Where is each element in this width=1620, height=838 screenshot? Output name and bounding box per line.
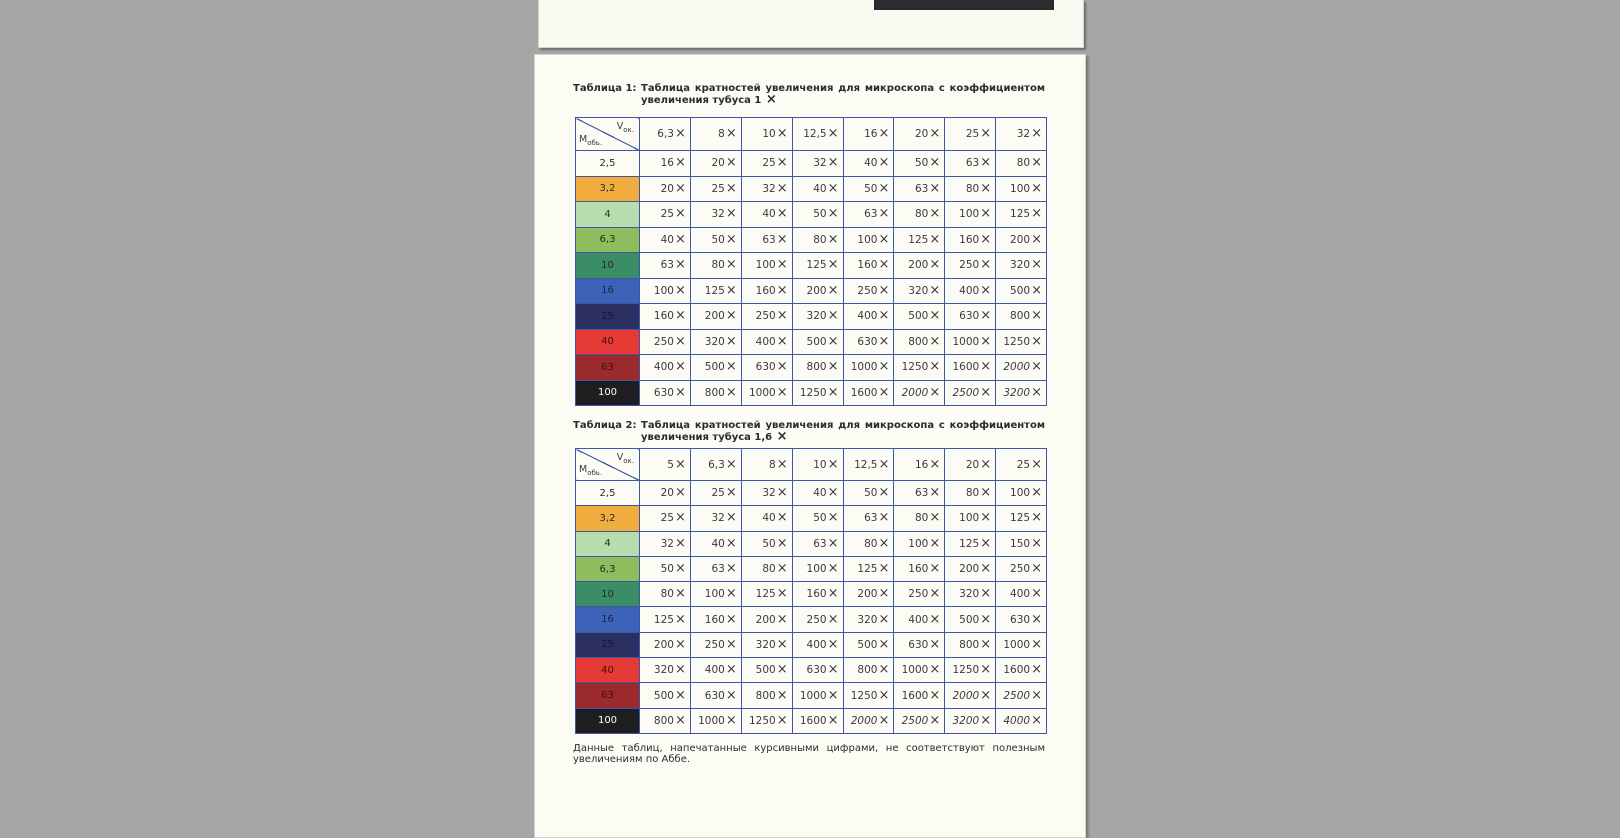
magnification-cell: 40× — [792, 481, 843, 506]
magnification-cell: 25× — [640, 202, 691, 228]
magnification-cell: 800× — [945, 632, 996, 657]
objective-cell: 3,2 — [576, 506, 640, 531]
magnification-cell: 80× — [690, 253, 741, 279]
magnification-cell: 16× — [640, 151, 691, 177]
magnification-cell: 3200× — [945, 708, 996, 733]
magnification-cell: 1600× — [843, 380, 894, 406]
magnification-cell: 125× — [640, 607, 691, 632]
magnification-cell: 320× — [690, 329, 741, 355]
objective-cell: 16 — [576, 278, 640, 304]
magnification-cell: 50× — [843, 176, 894, 202]
magnification-cell: 160× — [894, 556, 945, 581]
objective-cell: 2,5 — [576, 151, 640, 177]
magnification-cell: 250× — [741, 304, 792, 330]
eyepiece-column-header: 12,5× — [843, 449, 894, 481]
magnification-cell: 1250× — [945, 658, 996, 683]
table-row — [576, 202, 1047, 228]
table-row — [576, 582, 1047, 607]
objective-cell: 4 — [576, 531, 640, 556]
objective-cell: 10 — [576, 582, 640, 607]
magnification-cell: 80× — [996, 151, 1047, 177]
magnification-cell: 200× — [843, 582, 894, 607]
previous-page — [538, 0, 1084, 48]
magnification-cell: 100× — [741, 253, 792, 279]
magnification-cell: 800× — [996, 304, 1047, 330]
eyepiece-column-header: 8× — [690, 118, 741, 151]
magnification-cell: 20× — [640, 176, 691, 202]
magnification-cell: 160× — [640, 304, 691, 330]
magnification-cell: 125× — [894, 227, 945, 253]
magnification-cell: 63× — [792, 531, 843, 556]
magnification-cell: 50× — [640, 556, 691, 581]
magnification-cell: 25× — [741, 151, 792, 177]
magnification-cell: 800× — [894, 329, 945, 355]
magnification-cell: 40× — [843, 151, 894, 177]
magnification-cell: 630× — [690, 683, 741, 708]
objective-cell: 40 — [576, 658, 640, 683]
objective-cell: 100 — [576, 708, 640, 733]
table-row — [576, 708, 1047, 733]
magnification-cell: 100× — [996, 481, 1047, 506]
magnification-cell: 1250× — [792, 380, 843, 406]
magnification-cell: 100× — [996, 176, 1047, 202]
magnification-cell: 1000× — [690, 708, 741, 733]
magnification-cell: 2000× — [996, 355, 1047, 381]
magnification-cell: 500× — [843, 632, 894, 657]
magnification-cell: 630× — [640, 380, 691, 406]
table-row — [576, 176, 1047, 202]
table-row — [576, 304, 1047, 330]
magnification-cell: 2000× — [945, 683, 996, 708]
magnification-cell: 630× — [996, 607, 1047, 632]
eyepiece-column-header: 20× — [894, 118, 945, 151]
magnification-cell: 125× — [996, 506, 1047, 531]
magnification-cell: 25× — [640, 506, 691, 531]
magnification-cell: 100× — [843, 227, 894, 253]
table-row — [576, 329, 1047, 355]
magnification-cell: 125× — [843, 556, 894, 581]
magnification-cell: 2500× — [945, 380, 996, 406]
table-row — [576, 607, 1047, 632]
magnification-cell: 125× — [792, 253, 843, 279]
objective-cell: 3,2 — [576, 176, 640, 202]
magnification-cell: 32× — [792, 151, 843, 177]
magnification-cell: 2000× — [894, 380, 945, 406]
eyepiece-column-header: 16× — [843, 118, 894, 151]
magnification-cell: 250× — [996, 556, 1047, 581]
magnification-cell: 320× — [996, 253, 1047, 279]
table-row — [576, 227, 1047, 253]
table-1-caption — [573, 83, 1045, 107]
magnification-cell: 800× — [843, 658, 894, 683]
magnification-cell: 100× — [945, 202, 996, 228]
magnification-table-1 — [575, 117, 1047, 406]
header-row — [576, 118, 1047, 151]
magnification-cell: 400× — [741, 329, 792, 355]
eyepiece-header: $V_{ок.}$ — [616, 452, 634, 465]
magnification-cell: 63× — [894, 176, 945, 202]
magnification-cell: 1000× — [945, 329, 996, 355]
eyepiece-column-header: 20× — [945, 449, 996, 481]
objective-cell: 10 — [576, 253, 640, 279]
magnification-cell: 20× — [690, 151, 741, 177]
magnification-cell: 160× — [843, 253, 894, 279]
magnification-cell: 800× — [640, 708, 691, 733]
eyepiece-column-header: 25× — [996, 449, 1047, 481]
table-row — [576, 481, 1047, 506]
magnification-cell: 200× — [996, 227, 1047, 253]
magnification-cell: 125× — [741, 582, 792, 607]
magnification-cell: 1250× — [894, 355, 945, 381]
magnification-cell: 1600× — [792, 708, 843, 733]
magnification-cell: 32× — [741, 481, 792, 506]
magnification-cell: 1000× — [741, 380, 792, 406]
magnification-cell: 32× — [690, 506, 741, 531]
objective-cell: 40 — [576, 329, 640, 355]
objective-cell: 16 — [576, 607, 640, 632]
objective-cell: 2,5 — [576, 481, 640, 506]
magnification-cell: 250× — [945, 253, 996, 279]
magnification-cell: 1600× — [996, 658, 1047, 683]
magnification-cell: 250× — [640, 329, 691, 355]
magnification-cell: 630× — [945, 304, 996, 330]
eyepiece-header: $V_{ок.}$ — [616, 121, 634, 134]
objective-cell: 63 — [576, 355, 640, 381]
eyepiece-column-header: 5× — [640, 449, 691, 481]
magnification-cell: 200× — [945, 556, 996, 581]
magnification-cell: 1250× — [996, 329, 1047, 355]
table-row — [576, 278, 1047, 304]
objective-cell: 4 — [576, 202, 640, 228]
magnification-cell: 800× — [690, 380, 741, 406]
magnification-cell: 80× — [843, 531, 894, 556]
eyepiece-column-header: 25× — [945, 118, 996, 151]
magnification-cell: 400× — [996, 582, 1047, 607]
eyepiece-column-header: 6,3× — [640, 118, 691, 151]
magnification-cell: 25× — [690, 481, 741, 506]
magnification-cell: 40× — [690, 531, 741, 556]
magnification-cell: 80× — [945, 176, 996, 202]
previous-page-dark-block — [874, 0, 1054, 10]
magnification-cell: 40× — [741, 506, 792, 531]
magnification-cell: 150× — [996, 531, 1047, 556]
table-1-title: Таблица кратностей увеличения для микроскопа с коэффициентом увеличения тубуса 1 — [641, 83, 1045, 106]
magnification-cell: 160× — [741, 278, 792, 304]
magnification-cell: 2500× — [894, 708, 945, 733]
magnification-cell: 320× — [792, 304, 843, 330]
table-1-label: Таблица 1: — [573, 83, 637, 94]
magnification-cell: 320× — [945, 582, 996, 607]
table-row — [576, 531, 1047, 556]
magnification-cell: 1600× — [894, 683, 945, 708]
eyepiece-column-header: 10× — [741, 118, 792, 151]
magnification-cell: 100× — [894, 531, 945, 556]
corner-header — [576, 118, 640, 151]
magnification-cell: 50× — [792, 506, 843, 531]
magnification-cell: 500× — [894, 304, 945, 330]
table-2-title: Таблица кратностей увеличения для микроскопа с коэффициентом увеличения тубуса 1,6 — [641, 420, 1045, 443]
table-2-caption — [573, 420, 1045, 444]
magnification-cell: 125× — [690, 278, 741, 304]
magnification-cell: 500× — [792, 329, 843, 355]
objective-header: $M_{обь.}$ — [579, 464, 603, 477]
footnote: Данные таблиц, напечатанные курсивными цифрами, не соответствуют полезным увеличениям по Аббе. — [573, 743, 1045, 765]
magnification-cell: 630× — [792, 658, 843, 683]
magnification-cell: 125× — [996, 202, 1047, 228]
table-row — [576, 658, 1047, 683]
magnification-cell: 32× — [690, 202, 741, 228]
magnification-cell: 40× — [792, 176, 843, 202]
magnification-cell: 200× — [690, 304, 741, 330]
eyepiece-column-header: 6,3× — [690, 449, 741, 481]
magnification-cell: 80× — [792, 227, 843, 253]
magnification-cell: 80× — [945, 481, 996, 506]
magnification-cell: 500× — [996, 278, 1047, 304]
magnification-cell: 200× — [894, 253, 945, 279]
eyepiece-column-header: 12,5× — [792, 118, 843, 151]
magnification-cell: 80× — [894, 202, 945, 228]
magnification-cell: 100× — [945, 506, 996, 531]
magnification-cell: 2000× — [843, 708, 894, 733]
magnification-cell: 32× — [741, 176, 792, 202]
magnification-cell: 250× — [690, 632, 741, 657]
magnification-cell: 3200× — [996, 380, 1047, 406]
magnification-cell: 400× — [945, 278, 996, 304]
magnification-cell: 320× — [843, 607, 894, 632]
magnification-cell: 63× — [640, 253, 691, 279]
table-2-title-suffix: × — [776, 429, 788, 444]
magnification-cell: 125× — [945, 531, 996, 556]
magnification-cell: 320× — [640, 658, 691, 683]
header-row — [576, 449, 1047, 481]
magnification-cell: 63× — [945, 151, 996, 177]
table-row — [576, 683, 1047, 708]
magnification-cell: 250× — [843, 278, 894, 304]
objective-cell: 63 — [576, 683, 640, 708]
magnification-table-2 — [575, 448, 1047, 734]
table-row — [576, 632, 1047, 657]
magnification-cell: 630× — [741, 355, 792, 381]
objective-cell: 25 — [576, 304, 640, 330]
magnification-cell: 630× — [843, 329, 894, 355]
magnification-cell: 4000× — [996, 708, 1047, 733]
eyepiece-column-header: 8× — [741, 449, 792, 481]
magnification-cell: 250× — [792, 607, 843, 632]
magnification-cell: 80× — [894, 506, 945, 531]
magnification-cell: 160× — [945, 227, 996, 253]
magnification-cell: 500× — [690, 355, 741, 381]
eyepiece-column-header: 32× — [996, 118, 1047, 151]
magnification-cell: 500× — [945, 607, 996, 632]
table-row — [576, 506, 1047, 531]
objective-cell: 6,3 — [576, 227, 640, 253]
corner-header — [576, 449, 640, 481]
magnification-cell: 1000× — [996, 632, 1047, 657]
eyepiece-column-header: 16× — [894, 449, 945, 481]
magnification-cell: 50× — [690, 227, 741, 253]
magnification-cell: 400× — [843, 304, 894, 330]
magnification-cell: 20× — [640, 481, 691, 506]
magnification-cell: 1600× — [945, 355, 996, 381]
table-row — [576, 556, 1047, 581]
magnification-cell: 100× — [640, 278, 691, 304]
magnification-cell: 2500× — [996, 683, 1047, 708]
table-row — [576, 380, 1047, 406]
magnification-cell: 32× — [640, 531, 691, 556]
objective-header: $M_{обь.}$ — [579, 134, 603, 147]
table-1-title-suffix: × — [765, 92, 777, 107]
magnification-cell: 40× — [741, 202, 792, 228]
magnification-cell: 100× — [792, 556, 843, 581]
magnification-cell: 1000× — [843, 355, 894, 381]
magnification-cell: 63× — [894, 481, 945, 506]
magnification-cell: 1250× — [741, 708, 792, 733]
table-row — [576, 151, 1047, 177]
magnification-cell: 50× — [894, 151, 945, 177]
magnification-cell: 200× — [640, 632, 691, 657]
magnification-cell: 50× — [843, 481, 894, 506]
table-row — [576, 355, 1047, 381]
table-2-label: Таблица 2: — [573, 420, 637, 431]
magnification-cell: 400× — [690, 658, 741, 683]
magnification-cell: 80× — [741, 556, 792, 581]
magnification-cell: 500× — [741, 658, 792, 683]
magnification-cell: 100× — [690, 582, 741, 607]
objective-cell: 100 — [576, 380, 640, 406]
magnification-cell: 630× — [894, 632, 945, 657]
magnification-cell: 63× — [690, 556, 741, 581]
magnification-cell: 1000× — [894, 658, 945, 683]
magnification-cell: 63× — [843, 202, 894, 228]
objective-cell: 6,3 — [576, 556, 640, 581]
magnification-cell: 63× — [741, 227, 792, 253]
magnification-cell: 400× — [894, 607, 945, 632]
magnification-cell: 500× — [640, 683, 691, 708]
objective-cell: 25 — [576, 632, 640, 657]
document-page — [534, 54, 1086, 838]
magnification-cell: 200× — [741, 607, 792, 632]
magnification-cell: 250× — [894, 582, 945, 607]
magnification-cell: 200× — [792, 278, 843, 304]
magnification-cell: 160× — [792, 582, 843, 607]
magnification-cell: 400× — [640, 355, 691, 381]
magnification-cell: 25× — [690, 176, 741, 202]
magnification-cell: 320× — [741, 632, 792, 657]
magnification-cell: 1000× — [792, 683, 843, 708]
magnification-cell: 50× — [741, 531, 792, 556]
eyepiece-column-header: 10× — [792, 449, 843, 481]
magnification-cell: 800× — [741, 683, 792, 708]
magnification-cell: 80× — [640, 582, 691, 607]
magnification-cell: 160× — [690, 607, 741, 632]
magnification-cell: 63× — [843, 506, 894, 531]
magnification-cell: 320× — [894, 278, 945, 304]
table-row — [576, 253, 1047, 279]
magnification-cell: 50× — [792, 202, 843, 228]
magnification-cell: 400× — [792, 632, 843, 657]
magnification-cell: 800× — [792, 355, 843, 381]
magnification-cell: 40× — [640, 227, 691, 253]
magnification-cell: 1250× — [843, 683, 894, 708]
